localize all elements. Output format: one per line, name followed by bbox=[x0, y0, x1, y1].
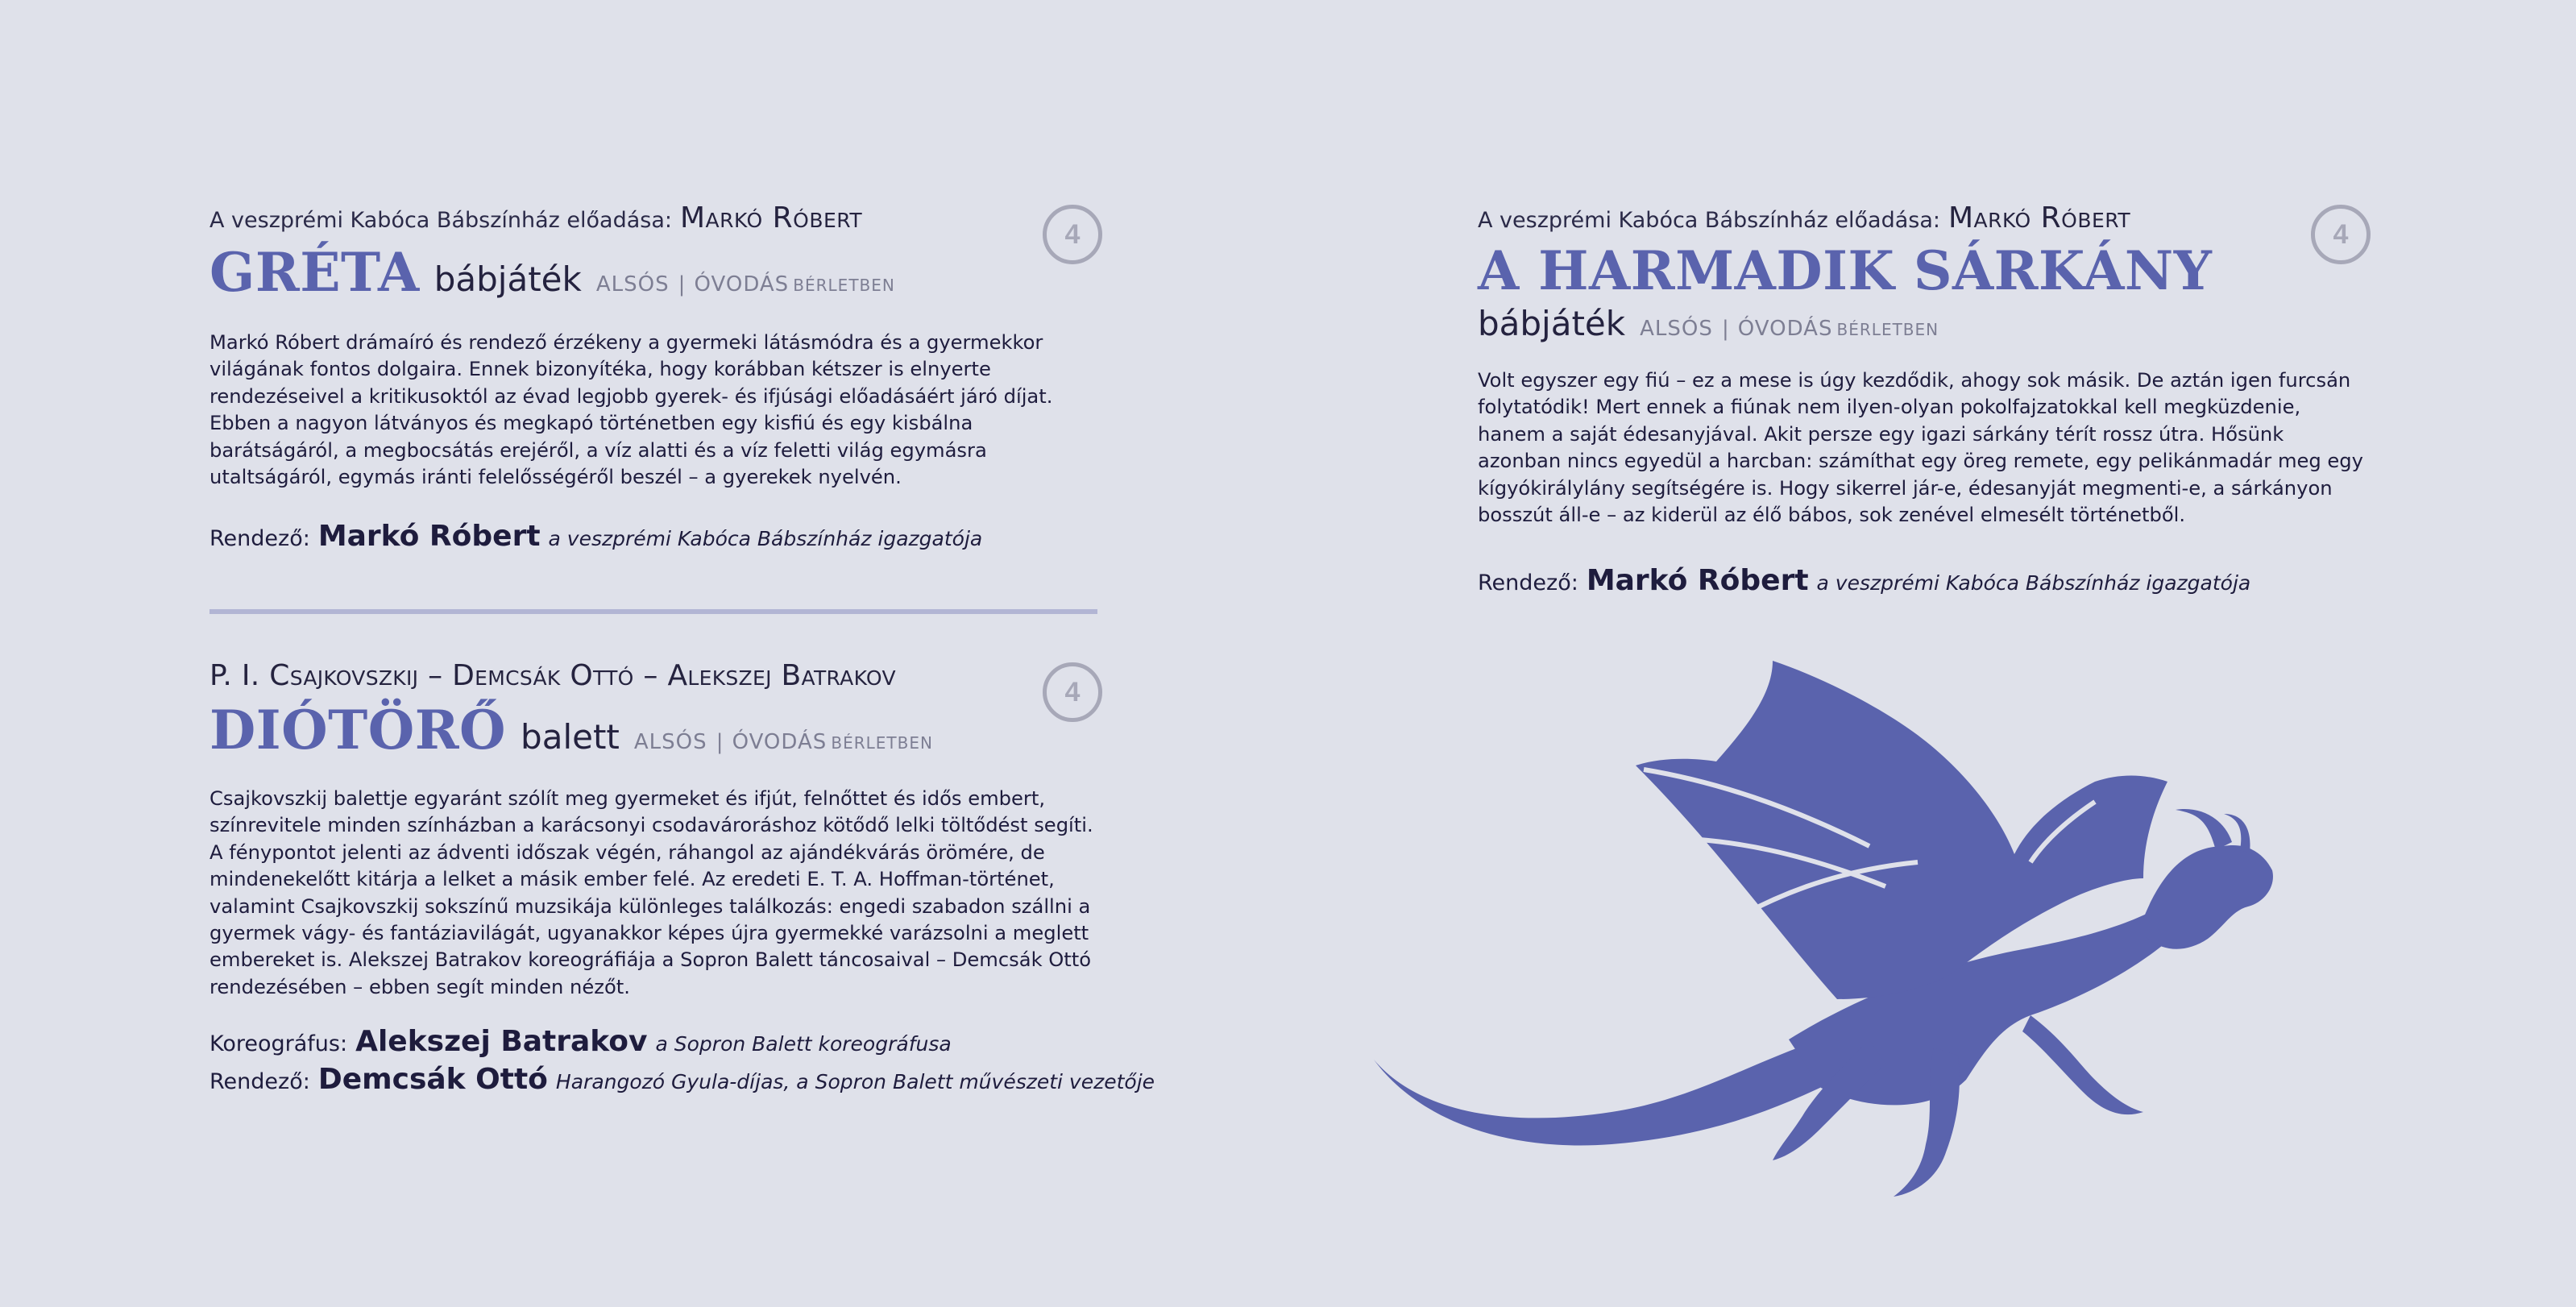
choreographer-name: Alekszej Batrakov bbox=[355, 1025, 648, 1059]
audience-suffix: BÉRLETBEN bbox=[793, 276, 895, 295]
show-description: Volt egyszer egy fiú – ez a mese is úgy kezdődik, ahogy sok másik. De aztán igen furcsán folytatódik! Mert ennek a fiúnak nem ilyen-olyan pokolfajzatokkal kell megküzdenie, hanem a saját édesanyjával. Akit persze egy igazi sárkány térít rossz útra. Hősünk azonban nincs egyedül a harcban: számíthat egy öreg remete, egy pelikánmadár meg egy kígyókirálylány segítségére is. Hogy sikerrel jár-e, édesanyját megmenti-e, a sárkányon bosszút áll-e – az kiderül az élő bábos, sok zenével elmesélt történetből. bbox=[1478, 369, 2363, 527]
dragon-horn bbox=[2176, 809, 2232, 850]
choreographer-line bbox=[209, 1025, 1100, 1058]
director-note: a veszprémi Kabóca Bábszínház igazgatója bbox=[1816, 571, 2251, 595]
title-row bbox=[209, 699, 1100, 761]
dragon-rear-leg bbox=[2022, 1015, 2143, 1114]
show-diotoro bbox=[209, 659, 1155, 1097]
season-number-badge: 4 bbox=[1043, 205, 1102, 264]
director-name: Markó Róbert bbox=[1586, 564, 1809, 598]
director-label: Rendező: bbox=[209, 526, 310, 552]
show-description: Markó Róbert drámaíró és rendező érzékeny a gyermeki látásmódra és a gyermekkor világának fontos dolgaira. Ennek bizonyítéka, hogy korábban kétszer is elnyerte rendezéseivel a kritikusoktól az évad legjobb gyerek- és ifjúsági előadásáért járó díjat. Ebben a nagyon látványos és megkapó történetben egy kisfiú és egy kisbálna barátságáról, a megbocsátás erejéről, a víz alatti és a víz feletti világ egymásra utaltságáról, egymás iránti felelősségéről beszél – a gyerekek nyelvén. bbox=[209, 331, 1053, 489]
audience-suffix: BÉRLETBEN bbox=[831, 733, 933, 753]
director-note: Harangozó Gyula-díjas, a Sopron Balett művészeti vezetője bbox=[555, 1070, 1155, 1094]
audience-tag-ovodas: ÓVODÁS bbox=[732, 730, 828, 754]
genre-label: bábjáték bbox=[1478, 304, 1626, 343]
season-number-badge: 4 bbox=[1043, 662, 1102, 722]
director-label: Rendező: bbox=[1478, 571, 1578, 596]
show-title: A HARMADIK SÁRKÁNY bbox=[1478, 239, 2213, 302]
author-name: Markó Róbert bbox=[1948, 201, 2131, 234]
dragon-illustration bbox=[1370, 661, 2280, 1225]
audience-tag-ovodas: ÓVODÁS bbox=[694, 272, 790, 297]
audience-separator: | bbox=[1721, 317, 1729, 341]
audience-tag-ovodas: ÓVODÁS bbox=[1737, 317, 1833, 341]
show-title: GRÉTA bbox=[209, 241, 420, 304]
choreographer-label: Koreográfus: bbox=[209, 1031, 348, 1057]
genre-label: bábjáték bbox=[433, 259, 582, 299]
presenter-line bbox=[209, 201, 1100, 234]
dragon-head bbox=[2143, 845, 2273, 949]
director-note: a veszprémi Kabóca Bábszínház igazgatója bbox=[548, 527, 983, 551]
audience-tags bbox=[596, 272, 895, 297]
genre-row bbox=[1478, 304, 2372, 343]
director-line bbox=[209, 1063, 1155, 1097]
genre-label: balett bbox=[521, 717, 620, 757]
choreographer-note: a Sopron Balett koreográfusa bbox=[655, 1032, 952, 1056]
audience-tags bbox=[1640, 317, 1939, 341]
show-title: DIÓTÖRŐ bbox=[209, 699, 507, 761]
audience-separator: | bbox=[678, 272, 686, 297]
director-name: Demcsák Ottó bbox=[317, 1063, 548, 1097]
show-description: Csajkovszkij balettje egyaránt szólít meg gyermeket és ifjút, felnőttet és idős embert, színrevitele minden színházban a karácsonyi csodavároráshoz kötődő lelki töltődést segíti. A fénypontot jelenti az ádventi időszak végén, ráhangol az ajándékvárás örömére, de mindenekelőtt kitárja a lelket a másik ember felé. Az eredeti E. T. A. Hoffman-történet, valamint Csajkovszkij sokszínű muzsikája különleges találkozás: engedi szabadon szállni a gyermek vágy- és fantáziavilágát, ugyanakkor képes újra gyermekké varázsolni a meglett embereket is. Alekszej Batrakov koreográfiája a Sopron Balett táncosaival – Demcsák Ottó rendezésében – ebben segít minden nézőt. bbox=[209, 787, 1093, 998]
director-name: Markó Róbert bbox=[317, 520, 541, 554]
audience-tag-alsos: ALSÓS bbox=[595, 272, 670, 297]
presenter-prefix: A veszprémi Kabóca Bábszínház előadása: bbox=[1478, 208, 1940, 233]
title-row bbox=[209, 241, 1100, 304]
audience-suffix: BÉRLETBEN bbox=[1836, 320, 1939, 339]
dragon-tail bbox=[1374, 1039, 1853, 1146]
section-divider bbox=[209, 609, 1097, 614]
credit-line: P. I. Csajkovszkij – Demcsák Ottó – Alekszej Batrakov bbox=[209, 659, 896, 692]
author-name: Markó Róbert bbox=[679, 201, 863, 234]
show-sarkany bbox=[1478, 201, 2372, 597]
presenter-prefix: A veszprémi Kabóca Bábszínház előadása: bbox=[209, 208, 672, 233]
show-greta bbox=[209, 201, 1100, 553]
presenter-line bbox=[1478, 201, 2372, 234]
director-line bbox=[1478, 564, 2372, 597]
season-number-badge: 4 bbox=[2311, 205, 2371, 264]
audience-tag-alsos: ALSÓS bbox=[1640, 317, 1713, 341]
audience-tags bbox=[634, 730, 933, 754]
director-label: Rendező: bbox=[209, 1069, 310, 1095]
audience-tag-alsos: ALSÓS bbox=[633, 730, 707, 754]
title-row bbox=[1478, 239, 2372, 302]
audience-separator: | bbox=[716, 730, 724, 754]
director-line bbox=[209, 520, 1100, 553]
